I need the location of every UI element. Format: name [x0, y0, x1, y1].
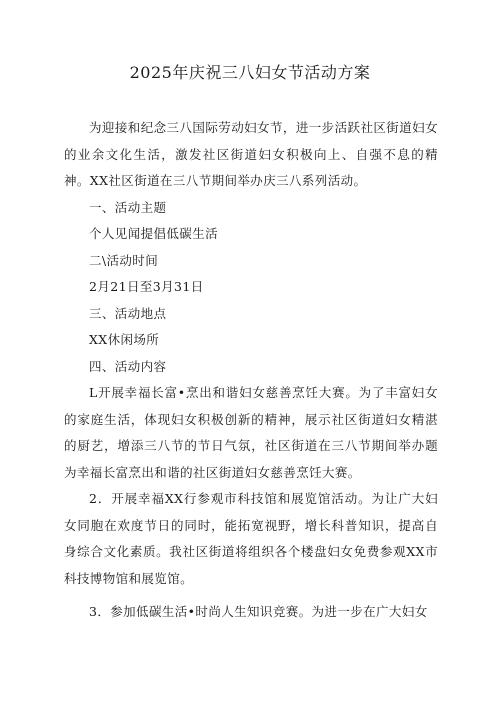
time-text: 2月21日至3月31日 [89, 279, 204, 294]
content-item-2: 2．开展幸福XX行参观市科技馆和展览馆活动。为让广大妇女同胞在欢度节日的同时，能拓宽视野，增长科普知识，提高自身综合文化素质。我社区街道将组织各个楼盘妇女免费参观XX市科技博物馆和展览馆。 [64, 491, 438, 586]
section-heading-theme: 一、活动主题 [89, 199, 167, 215]
section-heading-time: 二\活动时间 [89, 252, 159, 268]
section-heading-location: 三、活动地点 [89, 305, 167, 321]
section-heading-content: 四、活动内容 [89, 358, 167, 374]
content-item-1: L开展幸福长富•烹出和谐妇女慈善烹饪大赛。为了丰富妇女的家庭生活，体现妇女积极创新的精神，展示社区街道妇女精湛的厨艺，增添三八节的节日气氛，社区街道在三八节期间举办题为幸福长富烹出和谐的社区街道妇女慈善烹饪大赛。 [64, 385, 438, 480]
location-text: XX休闲场所 [89, 332, 160, 347]
document-title: 2025年庆祝三八妇女节活动方案 [129, 63, 371, 82]
intro-paragraph: 为迎接和纪念三八国际劳动妇女节，进一步活跃社区街道妇女的业余文化生活，激发社区街道妇女积极向上、自强不息的精神。XX社区街道在三八节期间举办庆三八系列活动。 [64, 120, 438, 188]
theme-text: 个人见闻提倡低碳生活 [89, 226, 219, 241]
document-body [64, 115, 438, 626]
content-item-3: 3．参加低碳生活•时尚人生知识竞赛。为进一步在广大妇女 [89, 604, 428, 619]
